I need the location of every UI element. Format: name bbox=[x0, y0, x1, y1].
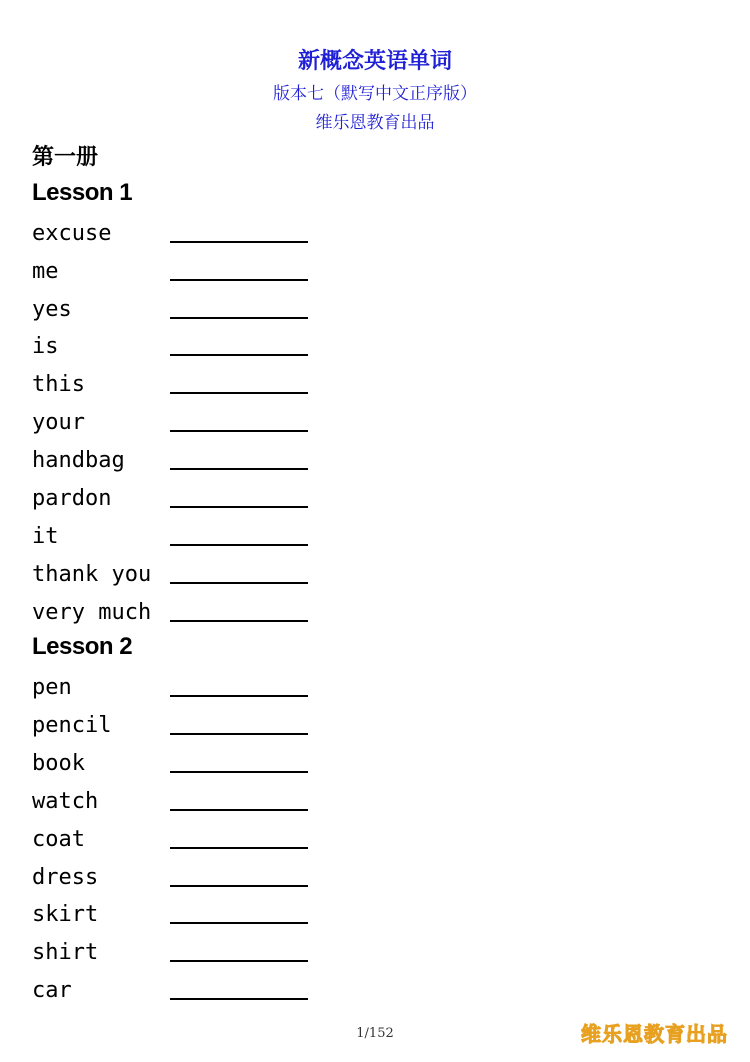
word-row bbox=[32, 712, 332, 744]
answer-blank bbox=[170, 317, 308, 319]
publisher-line: 维乐恩教育出品 bbox=[315, 113, 435, 133]
vocab-word: your bbox=[32, 410, 85, 435]
vocab-word: book bbox=[32, 751, 85, 776]
vocab-word: watch bbox=[32, 789, 99, 814]
vocab-word: pencil bbox=[32, 713, 112, 738]
answer-blank bbox=[170, 695, 308, 697]
publisher-watermark: 维乐恩教育出品 bbox=[581, 1022, 728, 1046]
page-number: 1/152 bbox=[356, 1026, 394, 1041]
word-row bbox=[32, 788, 332, 820]
vocab-word: me bbox=[32, 259, 59, 284]
answer-blank bbox=[170, 809, 308, 811]
word-row bbox=[32, 977, 332, 1009]
answer-blank bbox=[170, 922, 308, 924]
vocab-word: pardon bbox=[32, 486, 112, 511]
vocab-word: pen bbox=[32, 675, 72, 700]
answer-blank bbox=[170, 885, 308, 887]
word-row bbox=[32, 409, 332, 441]
word-row bbox=[32, 523, 332, 555]
answer-blank bbox=[170, 998, 308, 1000]
word-row bbox=[32, 447, 332, 479]
vocab-word: shirt bbox=[32, 940, 99, 965]
volume-heading: 第一册 bbox=[32, 145, 99, 170]
answer-blank bbox=[170, 771, 308, 773]
word-row bbox=[32, 901, 332, 933]
vocab-word: this bbox=[32, 372, 85, 397]
answer-blank bbox=[170, 468, 308, 470]
word-row bbox=[32, 599, 332, 631]
answer-blank bbox=[170, 582, 308, 584]
vocab-word: excuse bbox=[32, 221, 112, 246]
word-row bbox=[32, 939, 332, 971]
answer-blank bbox=[170, 960, 308, 962]
vocab-word: it bbox=[32, 524, 59, 549]
vocab-word: very much bbox=[32, 600, 152, 625]
word-row bbox=[32, 674, 332, 706]
word-row bbox=[32, 371, 332, 403]
answer-blank bbox=[170, 847, 308, 849]
word-row bbox=[32, 561, 332, 593]
word-row bbox=[32, 826, 332, 858]
lesson-heading: Lesson 1 bbox=[32, 179, 133, 206]
word-row bbox=[32, 220, 332, 252]
vocab-word: car bbox=[32, 978, 72, 1003]
lesson-heading: Lesson 2 bbox=[32, 633, 133, 660]
answer-blank bbox=[170, 620, 308, 622]
vocab-word: is bbox=[32, 334, 59, 359]
answer-blank bbox=[170, 430, 308, 432]
answer-blank bbox=[170, 354, 308, 356]
word-row bbox=[32, 485, 332, 517]
vocab-word: skirt bbox=[32, 902, 99, 927]
vocab-word: handbag bbox=[32, 448, 125, 473]
word-row bbox=[32, 750, 332, 782]
answer-blank bbox=[170, 279, 308, 281]
vocab-word: thank you bbox=[32, 562, 152, 587]
word-row bbox=[32, 296, 332, 328]
word-row bbox=[32, 333, 332, 365]
document-title: 新概念英语单词 bbox=[297, 49, 452, 74]
answer-blank bbox=[170, 544, 308, 546]
word-row bbox=[32, 864, 332, 896]
document-subtitle: 版本七（默写中文正序版） bbox=[273, 84, 477, 104]
word-row bbox=[32, 258, 332, 290]
answer-blank bbox=[170, 241, 308, 243]
vocab-word: coat bbox=[32, 827, 85, 852]
answer-blank bbox=[170, 392, 308, 394]
vocab-word: yes bbox=[32, 297, 72, 322]
answer-blank bbox=[170, 506, 308, 508]
vocab-word: dress bbox=[32, 865, 99, 890]
answer-blank bbox=[170, 733, 308, 735]
